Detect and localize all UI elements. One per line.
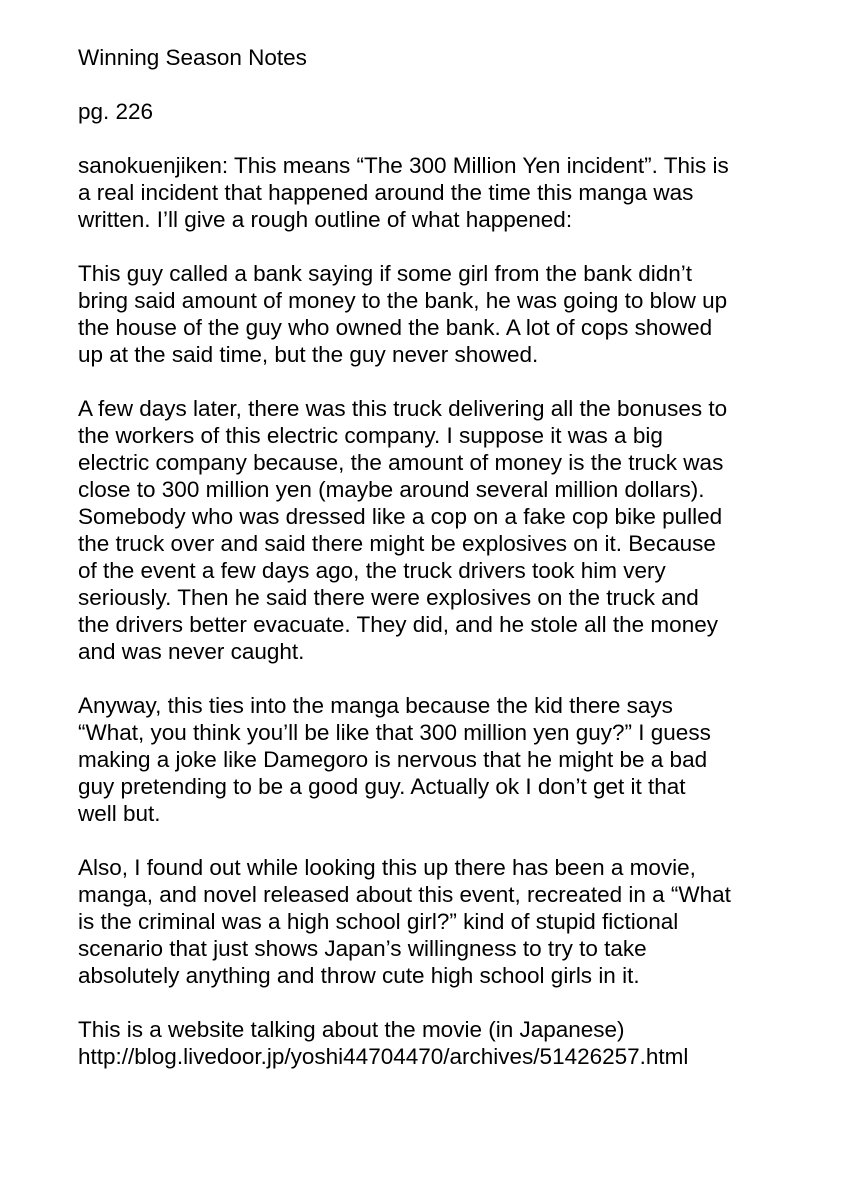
paragraph-truck-robbery: A few days later, there was this truck delivering all the bonuses to the workers of this electric company. I suppose it was a big electric company because, the amount of money is the truck was close to 300 million yen (maybe around several million dollars). Somebody who was dressed like a cop on a fake cop bike pulled the truck over and said there might be explosives on it. Because of the event a few days ago, the truck drivers took him very seriously. Then he said there were explosives on the truck and the drivers better evacuate. They did, and he stole all the money and was never caught. bbox=[78, 396, 728, 664]
page-reference: pg. 226 bbox=[78, 99, 154, 124]
document-title: Winning Season Notes bbox=[78, 45, 307, 70]
paragraph-adaptations: Also, I found out while looking this up there has been a movie, manga, and novel released about this event, recreated in a “What is the criminal was a high school girl?” kind of stupid fictional scenario that just shows Japan’s willingness to try to take absolutely anything and throw cute high school girls in it. bbox=[78, 855, 731, 988]
paragraph-website-link: This is a website talking about the movie (in Japanese) http://blog.livedoor.jp/yoshi44704470/archives/51426257.html bbox=[78, 1017, 689, 1069]
paragraph-bank-call: This guy called a bank saying if some girl from the bank didn’t bring said amount of money to the bank, he was going to blow up the house of the guy who owned the bank. A lot of cops showed up at the said time, but the guy never showed. bbox=[78, 261, 728, 367]
document-page bbox=[78, 44, 808, 1097]
paragraph-definition: sanokuenjiken: This means “The 300 Million Yen incident”. This is a real incident that happened around the time this manga was written. I’ll give a rough outline of what happened: bbox=[78, 153, 729, 232]
paragraph-manga-tie-in: Anyway, this ties into the manga because the kid there says “What, you think you’ll be like that 300 million yen guy?” I guess making a joke like Damegoro is nervous that he might be a bad guy pretending to be a good guy. Actually ok I don’t get it that well but. bbox=[78, 693, 711, 826]
